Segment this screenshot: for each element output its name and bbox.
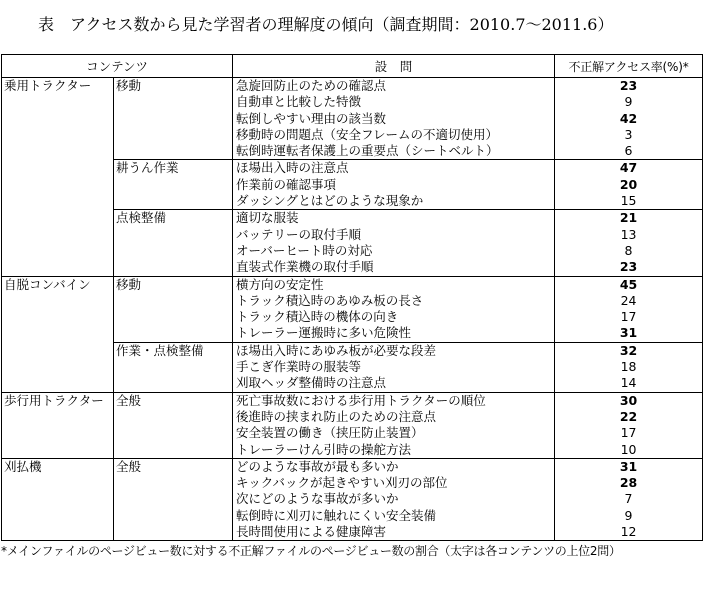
header-question: 設 問 [233, 55, 555, 78]
question-cell [233, 458, 555, 540]
question-text: トラック積込時の機体の向き [236, 309, 399, 325]
subcategory-label: 作業・点検整備 [116, 342, 204, 358]
header-row [2, 55, 703, 78]
rate-value: 14 [620, 375, 637, 391]
question-text: ほ場出入時の注意点 [236, 160, 349, 176]
rate-value: 9 [624, 94, 633, 110]
question-cell [233, 276, 555, 342]
table-row [2, 458, 703, 540]
question-cell [233, 392, 555, 458]
subcategory-label: 移動 [116, 276, 142, 292]
question-text: 横方向の安定性 [236, 276, 324, 292]
rate-cell [555, 210, 703, 276]
subcategory-cell [114, 276, 233, 342]
question-text: ダッシングとはどのような現象か [236, 193, 424, 209]
rate-value: 28 [619, 475, 638, 491]
category-label: 自脱コンバイン [4, 276, 91, 292]
rate-value: 9 [624, 507, 633, 523]
footnote: *メインファイルのページビュー数に対する不正解ファイルのページビュー数の割合（太字は各コンテンツの上位2問） [1, 544, 621, 558]
question-text: 長時間使用による健康障害 [236, 524, 387, 540]
rate-value: 15 [620, 193, 637, 209]
question-text: 直装式作業機の取付手順 [236, 259, 374, 275]
subcategory-label: 移動 [116, 78, 142, 93]
question-text: 次にどのような事故が多いか [236, 491, 399, 507]
rate-cell [555, 276, 703, 342]
category-label: 乗用トラクター [4, 78, 92, 93]
rate-value: 18 [620, 359, 637, 375]
question-text: 死亡事故数における歩行用トラクターの順位 [236, 392, 486, 408]
table-title: 表 アクセス数から見た学習者の理解度の傾向（調査期間：2010.7～2011.6） [38, 15, 614, 34]
rate-value: 17 [620, 425, 637, 441]
question-text: 急旋回防止のための確認点 [236, 78, 387, 93]
rate-value: 47 [619, 160, 638, 176]
rate-value: 31 [619, 458, 638, 474]
question-text: トレーラーけん引時の操舵方法 [236, 441, 412, 457]
rate-cell [555, 392, 703, 458]
subcategory-cell [114, 160, 233, 210]
comprehension-table [1, 54, 703, 541]
question-text: ほ場出入時にあゆみ板が必要な段差 [236, 342, 437, 358]
subcategory-label: 耕うん作業 [116, 160, 179, 176]
rate-value: 17 [620, 309, 637, 325]
subcategory-cell [114, 342, 233, 392]
table-row [2, 276, 703, 342]
rate-value: 8 [624, 242, 633, 258]
category-cell [2, 78, 114, 277]
question-cell [233, 342, 555, 392]
rate-value: 20 [619, 176, 638, 192]
question-text: 転倒時に刈刃に触れにくい安全装備 [236, 507, 437, 523]
table-row [2, 78, 703, 160]
question-text: 安全装置の働き（挟圧防止装置） [236, 425, 424, 441]
rate-cell [555, 78, 703, 160]
question-text: 移動時の問題点（安全フレームの不適切使用） [236, 126, 499, 142]
question-cell [233, 160, 555, 210]
question-text: トレーラー運搬時に多い危険性 [236, 325, 412, 341]
question-text: バッテリーの取付手順 [236, 226, 362, 242]
rate-value: 31 [619, 325, 638, 341]
rate-value: 22 [619, 408, 638, 424]
question-text: 刈取ヘッダ整備時の注意点 [236, 375, 387, 391]
question-cell [233, 78, 555, 160]
header-rate: 不正解アクセス率(%)* [555, 55, 703, 78]
question-text: 転倒しやすい理由の該当数 [236, 110, 387, 126]
rate-cell [555, 342, 703, 392]
rate-value: 6 [624, 143, 633, 159]
subcategory-label: 全般 [116, 458, 142, 474]
subcategory-cell [114, 458, 233, 540]
subcategory-label: 全般 [116, 392, 142, 408]
category-label: 歩行用トラクター [4, 392, 104, 408]
rate-value: 21 [619, 210, 638, 226]
question-text: 後進時の挟まれ防止のための注意点 [236, 408, 437, 424]
category-cell [2, 458, 114, 540]
question-text: どのような事故が最も多いか [236, 458, 399, 474]
rate-value: 32 [619, 342, 638, 358]
question-text: 自動車と比較した特徴 [236, 94, 362, 110]
subcategory-cell [114, 210, 233, 276]
question-text: 転倒時運転者保護上の重要点（シートベルト） [236, 143, 499, 159]
rate-value: 13 [620, 226, 637, 242]
rate-value: 23 [619, 259, 638, 275]
subcategory-cell [114, 78, 233, 160]
table-body [2, 78, 703, 541]
subcategory-cell [114, 392, 233, 458]
rate-cell [555, 458, 703, 540]
question-text: オーバーヒート時の対応 [236, 242, 373, 258]
rate-value: 24 [620, 292, 637, 308]
rate-cell [555, 160, 703, 210]
rate-value: 45 [619, 276, 638, 292]
table-row [2, 392, 703, 458]
rate-value: 12 [620, 524, 637, 540]
question-text: 手こぎ作業時の服装等 [236, 359, 362, 375]
rate-value: 42 [619, 110, 638, 126]
question-text: トラック積込時のあゆみ板の長さ [236, 292, 424, 308]
question-cell [233, 210, 555, 276]
header-content: コンテンツ [2, 55, 233, 78]
rate-value: 3 [624, 126, 633, 142]
rate-value: 30 [619, 392, 638, 408]
rate-value: 23 [619, 78, 638, 93]
category-cell [2, 392, 114, 458]
rate-value: 7 [624, 491, 633, 507]
question-text: 作業前の確認事項 [236, 176, 337, 192]
rate-value: 10 [620, 441, 637, 457]
subcategory-label: 点検整備 [116, 210, 167, 226]
question-text: 適切な服装 [236, 210, 299, 226]
category-label: 刈払機 [4, 458, 42, 474]
category-cell [2, 276, 114, 392]
question-text: キックバックが起きやすい刈刃の部位 [236, 475, 448, 491]
